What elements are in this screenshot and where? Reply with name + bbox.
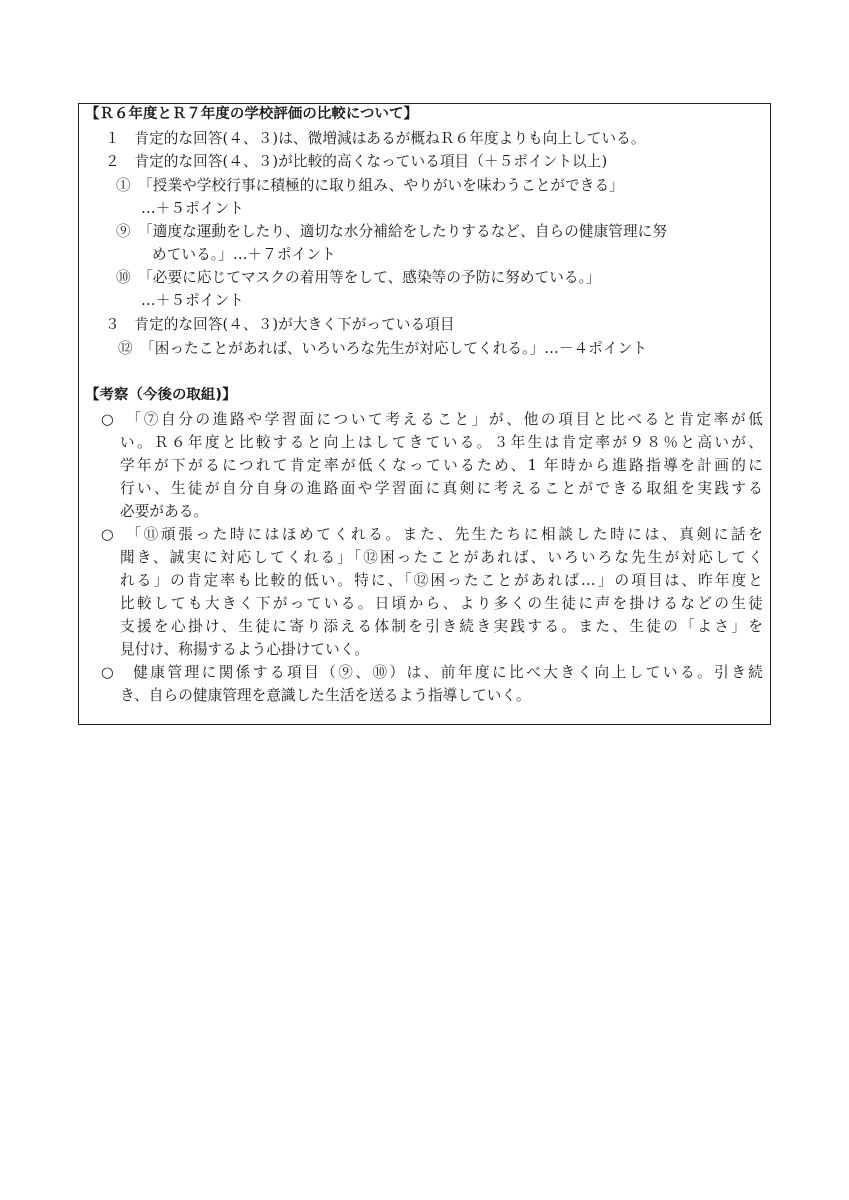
para-2-line-6: 見付け、称揚するよう心掛けていく。 xyxy=(120,641,369,658)
comparison-item-2: ２ 肯定的な回答(４、３)が比較的高くなっている項目（＋５ポイント以上) xyxy=(105,153,608,170)
para-1-line-1: ○ 「⑦自分の進路や学習面について考えること」が、他の項目と比べると肯定率が低 xyxy=(101,411,763,428)
para-2-line-5: 支援を心掛け、生徒に寄り添える体制を引き続き実践する。また、生徒の「よさ」を xyxy=(120,618,763,635)
para-1-line-4: 行い、生徒が自分自身の進路面や学習面に真剣に考えることができる取組を実践する xyxy=(120,480,763,497)
item-10-line-2: …＋５ポイント xyxy=(141,292,244,309)
comparison-heading: 【Ｒ６年度とＲ７年度の学校評価の比較について】 xyxy=(85,106,418,122)
para-2-line-3: れる」の肯定率も比較的低い。特に、「⑫困ったことがあれば…」の項目は、昨年度と xyxy=(120,572,763,589)
consideration-heading: 【考察（今後の取組)】 xyxy=(85,387,237,403)
item-9-line-1: ⑨ 「適度な運動をしたり、適切な水分補給をしたりするなど、自らの健康管理に努 xyxy=(116,223,668,240)
comparison-item-1: １ 肯定的な回答(４、３)は、微増減はあるが概ねＲ６年度よりも向上している。 xyxy=(105,130,646,147)
para-1-line-2: い。Ｒ６年度と比較すると向上はしてきている。３年生は肯定率が９８％と高いが、 xyxy=(120,434,763,451)
para-3-line-2: き、自らの健康管理を意識した生活を送るよう指導していく。 xyxy=(120,687,531,704)
para-2-line-1: ○ 「⑪頑張った時にはほめてくれる。また、先生たちに相談した時には、真剣に話を xyxy=(101,526,763,543)
para-1-line-3: 学年が下がるにつれて肯定率が低くなっているため、1 年時から進路指導を計画的に xyxy=(120,457,763,474)
item-10-line-1: ⑩ 「必要に応じてマスクの着用等をして、感染等の予防に努めている。」 xyxy=(116,269,601,286)
para-3-line-1: ○ 健康管理に関係する項目（⑨、⑩）は、前年度に比べ大きく向上している。引き続 xyxy=(101,664,763,681)
item-12-line: ⑫ 「困ったことがあれば、いろいろな先生が対応してくれる。」…－４ポイント xyxy=(118,340,648,357)
comparison-item-3: ３ 肯定的な回答(４、３)が大きく下がっている項目 xyxy=(105,316,455,333)
item-9-line-2: めている。」…＋７ポイント xyxy=(152,246,336,263)
item-1-line-1: ① 「授業や学校行事に積極的に取り組み、やりがいを味わうことができる」 xyxy=(116,177,624,194)
para-1-line-5: 必要がある。 xyxy=(120,503,209,520)
para-2-line-4: 比較しても大きく下がっている。日頃から、より多くの生徒に声を掛けるなどの生徒 xyxy=(120,595,763,612)
item-1-line-2: …＋５ポイント xyxy=(141,200,244,217)
para-2-line-2: 聞き、誠実に対応してくれる」「⑫困ったことがあれば、いろいろな先生が対応してく xyxy=(120,549,763,566)
